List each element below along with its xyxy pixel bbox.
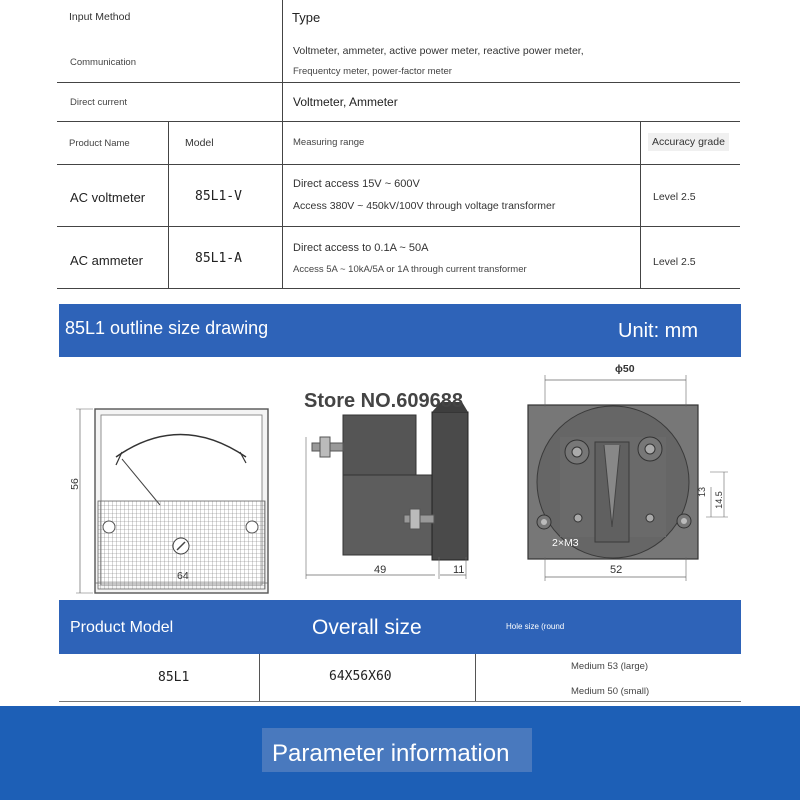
header-measuring-range: Measuring range — [293, 137, 365, 148]
header-model: Model — [185, 137, 214, 149]
communication-value-1: Voltmeter, ammeter, active power meter, reactive power meter, — [293, 45, 584, 57]
row-range-1: Direct access 15V ~ 600V — [293, 178, 420, 190]
direct-current-value: Voltmeter, Ammeter — [293, 95, 398, 109]
outline-drawing — [0, 357, 800, 599]
side-flange-dim: 11 — [453, 564, 465, 576]
header-product-model: Product Model — [70, 619, 174, 636]
front-width-dim: 64 — [177, 570, 189, 582]
rear-diameter-dim: ϕ50 — [615, 363, 635, 375]
input-method-value: Type — [292, 10, 321, 25]
row-name: AC voltmeter — [70, 190, 146, 205]
size-overall: 64X56X60 — [329, 669, 392, 684]
parameter-info-title: Parameter information — [272, 740, 510, 767]
drawing-header-band — [59, 304, 741, 357]
row-range-2: Access 5A ~ 10kA/5A or 1A through current transformer — [293, 264, 527, 275]
drawing-title: 85L1 outline size drawing — [65, 318, 269, 338]
unit-label: Unit: mm — [618, 320, 698, 342]
direct-current-label: Direct current — [70, 97, 128, 108]
rear-screws-label: 2×M3 — [552, 537, 579, 549]
size-hole-1: Medium 53 (large) — [571, 661, 649, 672]
rear-dim-a: 13 — [697, 486, 708, 498]
rear-view — [528, 375, 728, 581]
header-product-name: Product Name — [69, 138, 130, 149]
communication-value-2: Frequentcy meter, power-factor meter — [293, 66, 452, 77]
front-height-dim: 56 — [68, 478, 81, 490]
input-method-label: Input Method — [69, 11, 131, 23]
row-accuracy: Level 2.5 — [653, 256, 696, 268]
rear-width-dim: 52 — [610, 564, 623, 576]
header-hole-size: Hole size (round — [506, 622, 565, 631]
row-accuracy: Level 2.5 — [653, 191, 696, 203]
header-overall-size: Overall size — [312, 616, 422, 639]
header-accuracy: Accuracy grade — [648, 133, 729, 151]
side-view — [306, 402, 468, 579]
size-hole-2: Medium 50 (small) — [571, 686, 650, 697]
side-depth-dim: 49 — [374, 564, 387, 576]
watermark: Store NO.609688 — [304, 390, 463, 412]
row-model: 85L1-V — [195, 189, 242, 204]
rear-dim-b: 14.5 — [713, 491, 724, 509]
size-table-header — [59, 600, 741, 654]
row-range-1: Direct access to 0.1A ~ 50A — [293, 242, 429, 254]
communication-label: Communication — [70, 57, 136, 68]
row-model: 85L1-A — [195, 251, 242, 266]
row-range-2: Access 380V ~ 450kV/100V through voltage transformer — [293, 200, 556, 212]
parameter-info-banner — [0, 706, 800, 800]
size-model: 85L1 — [158, 670, 190, 685]
front-view — [76, 409, 268, 593]
row-name: AC ammeter — [70, 253, 143, 268]
